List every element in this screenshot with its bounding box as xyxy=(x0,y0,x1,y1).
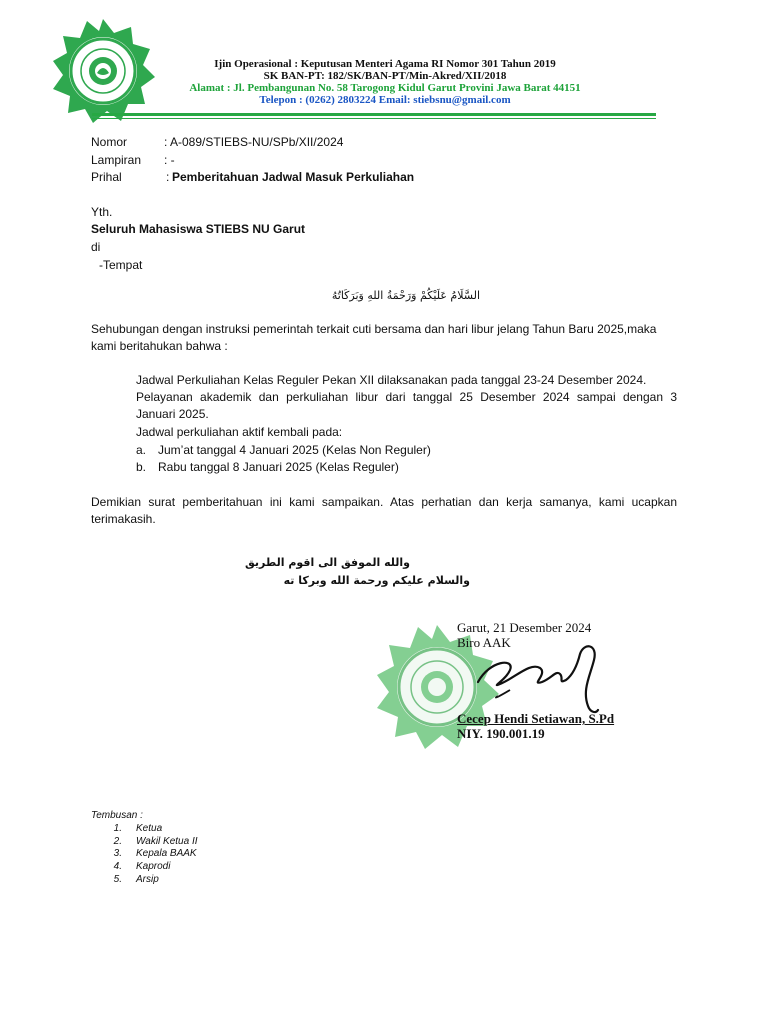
prihal-value: Pemberitahuan Jadwal Masuk Perkuliahan xyxy=(172,170,415,184)
sub-item-a-marker: a. xyxy=(136,443,147,457)
recipient-name: Seluruh Mahasiswa STIEBS NU Garut xyxy=(91,222,306,236)
letterhead-contact: Telepon : (0262) 2803224 Email: stiebsnu@gmail.com xyxy=(259,94,511,106)
nomor-value: : A-089/STIEBS-NU/SPb/XII/2024 xyxy=(164,135,344,149)
signatory-niy: NIY. 190.001.19 xyxy=(457,726,545,741)
schedule-item-1: Jadwal Perkuliahan Kelas Reguler Pekan XII dilaksanakan pada tanggal 23-24 Desember 2024. xyxy=(136,373,647,387)
closing-line-1: Demikian surat pemberitahuan ini kami sampaikan. Atas perhatian dan kerja samanya, kami ucapkan xyxy=(91,495,677,509)
schedule-item-3: Jadwal perkuliahan aktif kembali pada: xyxy=(136,425,343,439)
schedule-item-2-line-2: Januari 2025. xyxy=(136,407,209,421)
tembusan-item-2: Wakil Ketua II xyxy=(136,836,198,847)
prihal-label: Prihal xyxy=(91,170,122,184)
signature-place-date: Garut, 21 Desember 2024 xyxy=(457,620,592,635)
tembusan-num-2: 2. xyxy=(113,836,122,847)
tembusan-item-4: Kaprodi xyxy=(136,861,171,872)
intro-line-2: kami beritahukan bahwa : xyxy=(91,339,228,353)
letterhead-address: Alamat : Jl. Pembangunan No. 58 Tarogong Kidul Garut Provini Jawa Barat 44151 xyxy=(189,82,581,94)
signatory-name: Cecep Hendi Setiawan, S.Pd xyxy=(457,711,615,726)
schedule-item-2-line-1: Pelayanan akademik dan perkuliahan libur dari tanggal 25 Desember 2024 sampai dengan 3 xyxy=(136,390,677,404)
intro-line-1: Sehubungan dengan instruksi pemerintah terkait cuti bersama dan hari libur jelang Tahun Baru 2025,maka xyxy=(91,322,657,336)
tembusan-label: Tembusan : xyxy=(91,810,143,821)
tembusan-item-1: Ketua xyxy=(136,823,163,834)
sub-item-b: Rabu tanggal 8 Januari 2025 (Kelas Reguler) xyxy=(158,460,399,474)
tembusan-num-4: 4. xyxy=(113,861,122,872)
letterhead-divider-thick xyxy=(92,113,656,116)
lampiran-label: Lampiran xyxy=(91,153,142,167)
nomor-label: Nomor xyxy=(91,135,128,149)
letterhead-license: Ijin Operasional : Keputusan Menteri Agama RI Nomor 301 Tahun 2019 xyxy=(214,58,556,70)
recipient-yth: Yth. xyxy=(91,205,113,219)
tembusan-num-1: 1. xyxy=(113,823,122,834)
sub-item-a: Jum’at tanggal 4 Januari 2025 (Kelas Non Reguler) xyxy=(158,443,431,457)
recipient-di: di xyxy=(91,240,101,254)
letterhead-divider-thin xyxy=(92,118,656,119)
sub-item-b-marker: b. xyxy=(136,460,147,474)
tembusan-item-5: Arsip xyxy=(136,874,159,885)
signature-unit: Biro AAK xyxy=(457,635,511,650)
closing-line-2: terimakasih. xyxy=(91,512,156,526)
arabic-closing-line-2: والسلام عليكم ورحمة الله وبركا ته xyxy=(283,574,470,587)
tembusan-num-5: 5. xyxy=(113,874,122,885)
tembusan-item-3: Kepala BAAK xyxy=(136,848,197,859)
lampiran-value: : - xyxy=(164,153,175,167)
organization-seal-icon xyxy=(48,16,158,126)
arabic-greeting: السَّلَامُ عَلَيْكُمْ وَرَحْمَةُ اللهِ وَبَرَكَاتُهُ xyxy=(331,289,480,302)
tembusan-num-3: 3. xyxy=(113,848,122,859)
prihal-colon: : xyxy=(166,170,170,184)
recipient-tempat: -Tempat xyxy=(99,258,143,272)
letterhead-accreditation: SK BAN-PT: 182/SK/BAN-PT/Min-Akred/XII/2018 xyxy=(263,70,507,82)
handwritten-signature xyxy=(470,640,610,720)
arabic-closing-line-1: والله الموفق الى اقوم الطريق xyxy=(245,556,410,569)
